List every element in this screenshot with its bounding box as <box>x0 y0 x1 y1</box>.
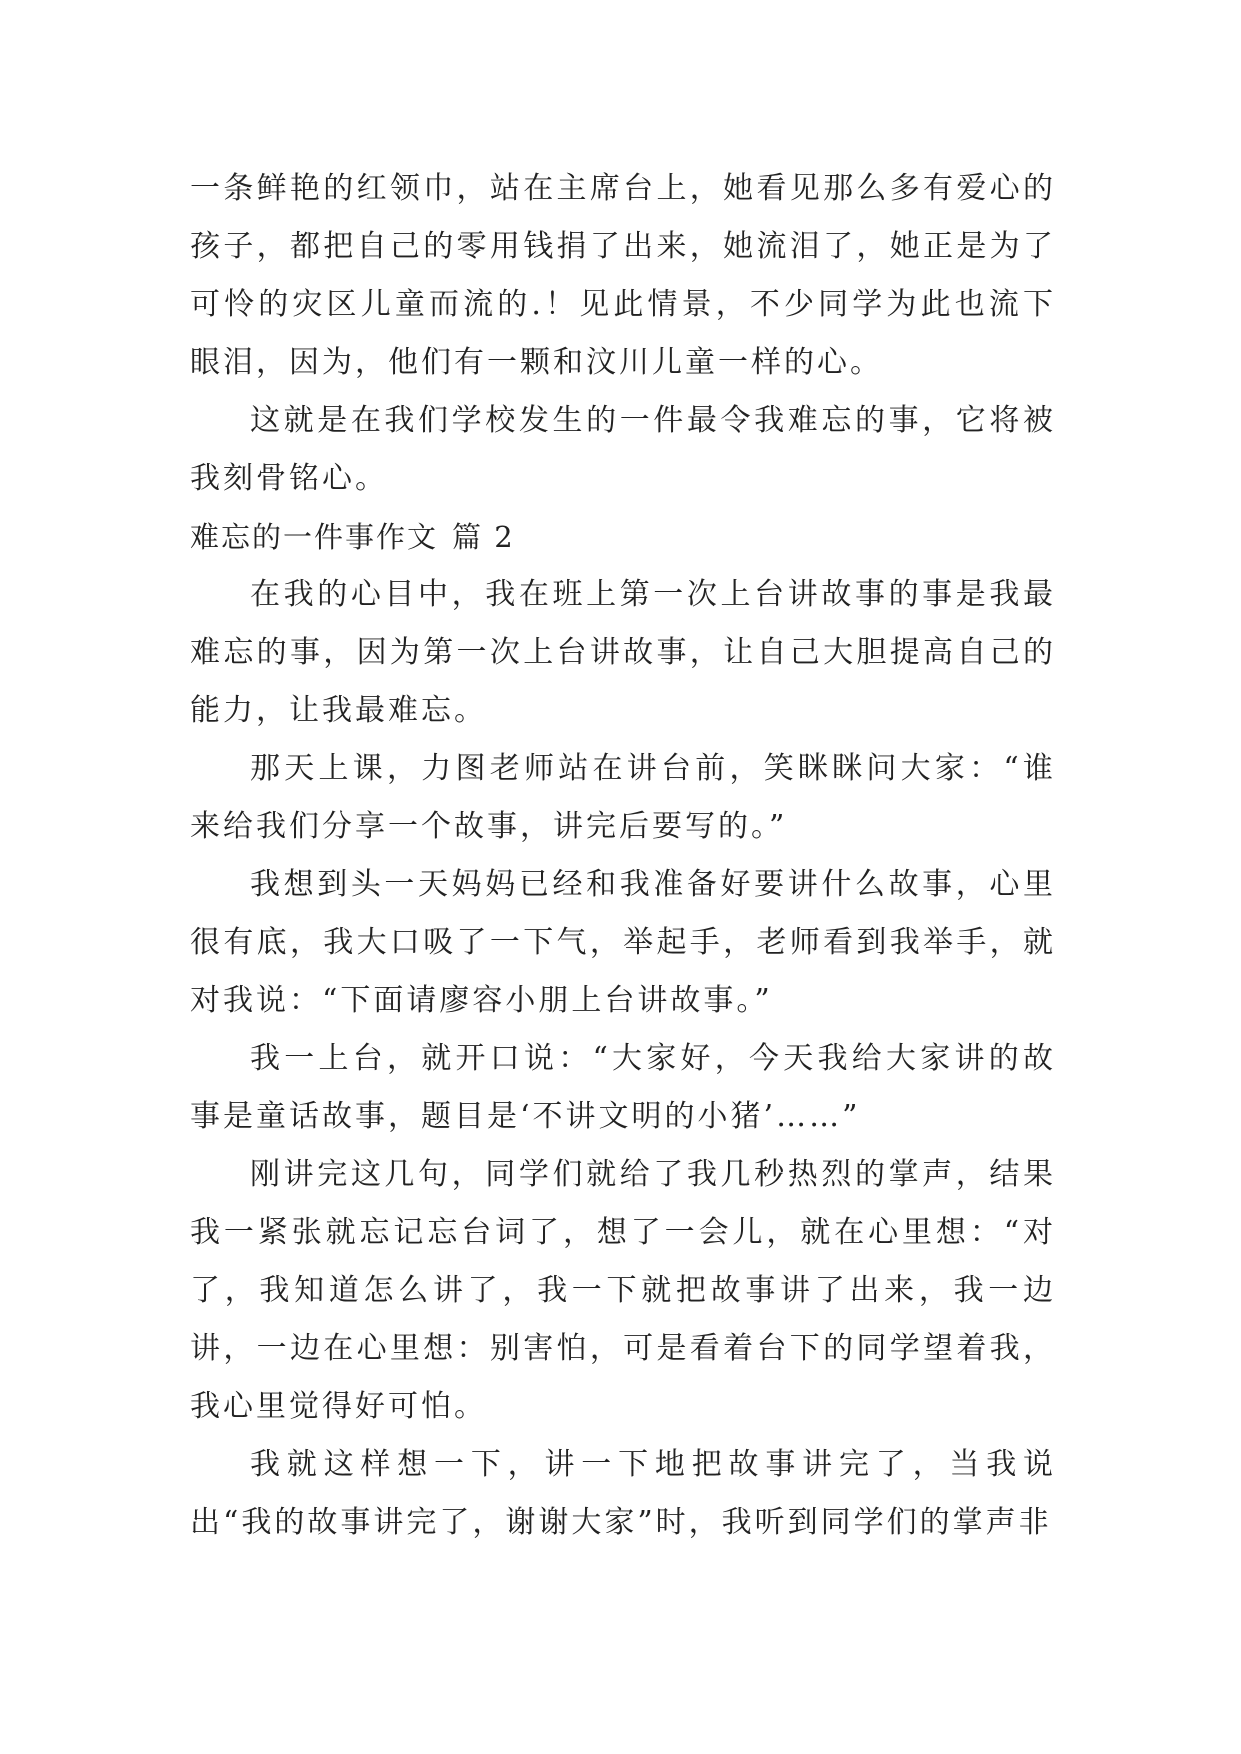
section-heading <box>190 508 1056 566</box>
heading-part-number: 篇 2 <box>452 520 515 554</box>
paragraph: 这就是在我们学校发生的一件最令我难忘的事，它将被我刻骨铭心。 <box>190 403 1056 496</box>
paragraph-continued: 一条鲜艳的红领巾，站在主席台上，她看见那么多有爱心的孩子，都把自己的零用钱捐了出来，她流泪了，她正是为了可怜的灾区儿童而流的.！见此情景，不少同学为此也流下眼泪，因为，他们有一颗和汶川儿童一样的心。 <box>190 171 1056 380</box>
heading-title: 难忘的一件事作文 <box>190 520 439 554</box>
paragraph: 我一上台，就开口说：“大家好，今天我给大家讲的故事是童话故事，题目是‘不讲文明的小猪’……” <box>190 1041 1056 1134</box>
paragraph: 我就这样想一下，讲一下地把故事讲完了，当我说出“我的故事讲完了，谢谢大家”时，我听到同学们的掌声非 <box>190 1447 1056 1540</box>
document-body <box>190 160 1056 1552</box>
paragraph: 我想到头一天妈妈已经和我准备好要讲什么故事，心里很有底，我大口吸了一下气，举起手，老师看到我举手，就对我说：“下面请廖容小朋上台讲故事。” <box>190 867 1056 1018</box>
paragraph: 刚讲完这几句，同学们就给了我几秒热烈的掌声，结果我一紧张就忘记忘台词了，想了一会儿，就在心里想：“对了，我知道怎么讲了，我一下就把故事讲了出来，我一边讲，一边在心里想：别害怕，可是看着台下的同学望着我，我心里觉得好可怕。 <box>190 1157 1056 1424</box>
paragraph: 在我的心目中，我在班上第一次上台讲故事的事是我最难忘的事，因为第一次上台讲故事，让自己大胆提高自己的能力，让我最难忘。 <box>190 577 1056 728</box>
paragraph: 那天上课，力图老师站在讲台前，笑眯眯问大家：“谁来给我们分享一个故事，讲完后要写的。” <box>190 751 1056 844</box>
